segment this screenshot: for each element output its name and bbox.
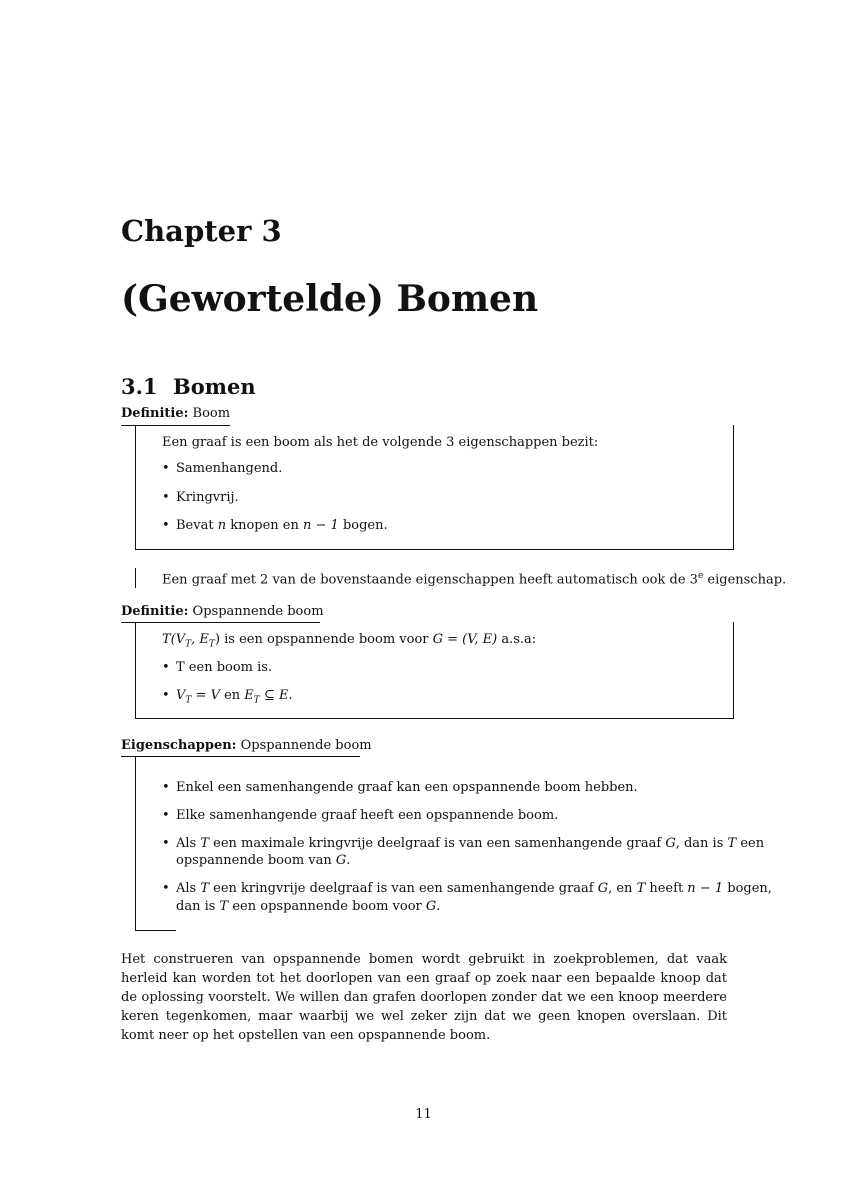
properties-label bbox=[121, 738, 372, 754]
properties-frame bbox=[135, 756, 176, 931]
page-number: 11 bbox=[415, 1107, 432, 1122]
definition-kind: Definitie: bbox=[121, 604, 189, 619]
definition-kind: Definitie: bbox=[121, 406, 189, 421]
chapter-title: (Gewortelde) Bomen bbox=[121, 278, 539, 320]
chapter-label: Chapter 3 bbox=[121, 214, 282, 248]
definition-name: Opspannende boom bbox=[192, 604, 324, 619]
definition-boom-intro: Een graaf is een boom als het de volgende 3 eigenschappen bezit: bbox=[162, 435, 599, 450]
list-item-continuation: opspannende boom van G. bbox=[176, 853, 351, 868]
definition-opspannende-boom-label bbox=[121, 604, 324, 620]
remark-text: Een graaf met 2 van de bovenstaande eigenschappen heeft automatisch ook de 3e eigenschap. bbox=[162, 571, 787, 588]
properties-kind: Eigenschappen: bbox=[121, 738, 237, 753]
definition-opspannende-boom-intro: $T(V_T$, $E_T$) is een opspannende boom voor G = (V, E) a.s.a: bbox=[162, 632, 537, 650]
definition-name: Boom bbox=[192, 406, 231, 421]
section-number: 3.1 bbox=[121, 374, 158, 399]
section-heading bbox=[121, 374, 256, 399]
definition-boom-label bbox=[121, 406, 230, 422]
list-item-continuation: dan is T een opspannende boom voor G. bbox=[176, 899, 441, 914]
properties-name: Opspannende boom bbox=[240, 738, 372, 753]
body-paragraph: Het construeren van opspannende bomen wordt gebruikt in zoekproblemen, dat vaak herleid kan worden tot het doorlopen van een graaf op zoek naar een bepaalde knoop dat de oplossing voorstelt. We willen dan grafen doorlopen zonder dat we een knoop meerdere keren tegenkomen, maar waarbij we wel zeker zijn dat we geen knopen overslaan. Dit komt neer op het opstellen van een opspannende boom. bbox=[121, 952, 727, 1043]
remark-bar bbox=[135, 568, 136, 588]
section-title: Bomen bbox=[173, 374, 256, 399]
